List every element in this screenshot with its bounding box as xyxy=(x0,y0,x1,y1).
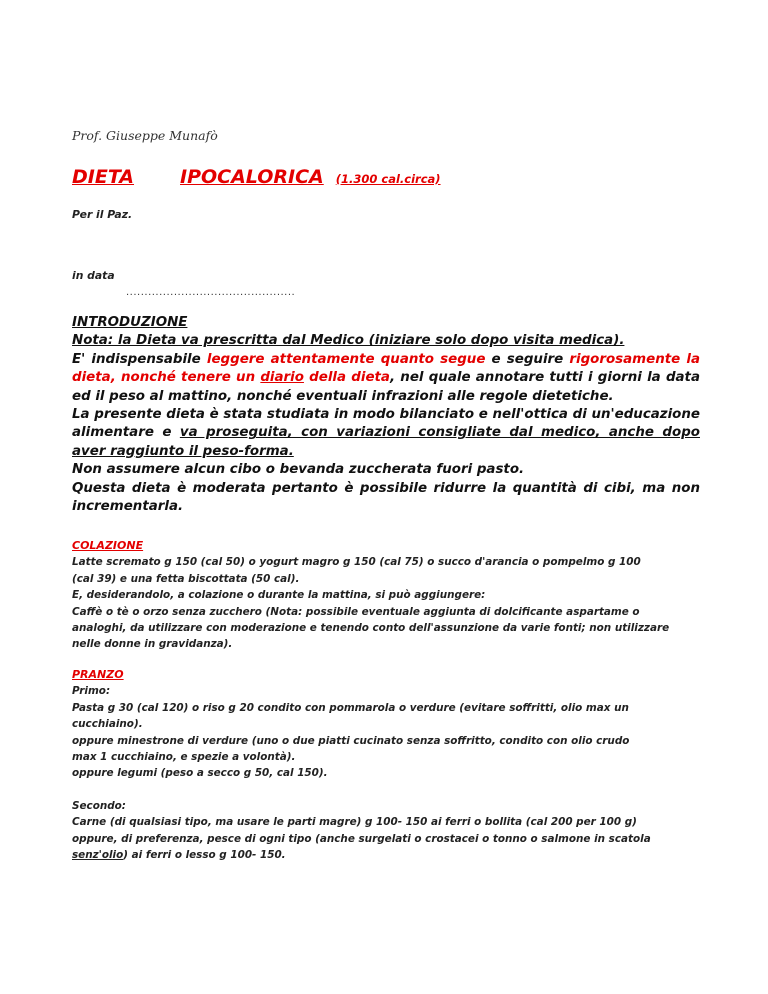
title-word-ipocalorica: IPOCALORICA xyxy=(180,166,324,188)
colazione-line: Latte scremato g 150 (cal 50) o yogurt magro g 150 (cal 75) o succo d'arancia o pompelmo g 100 xyxy=(72,556,641,569)
intro-paragraph-4: Questa dieta è moderata pertanto è possibile ridurre la quantità di cibi, ma non incrementarla. xyxy=(72,480,700,515)
pranzo-section xyxy=(72,667,700,863)
primo-label: Primo: xyxy=(72,685,111,698)
colazione-line: nelle donne in gravidanza). xyxy=(72,638,233,651)
intro-note: Nota: la Dieta va prescritta dal Medico (iniziare solo dopo visita medica). xyxy=(72,333,625,349)
author-name: Prof. Giuseppe Munafò xyxy=(72,128,218,143)
date-label: in data xyxy=(72,269,115,282)
intro-paragraph-1: E' indispensabile leggere attentamente quanto segue e seguire rigorosamente la dieta, nonché tenere un diario della dieta, nel quale annotare tutti i giorni la data ed il peso al mattino, nonché eventuali infrazioni alle regole dietetiche. xyxy=(72,351,700,404)
colazione-heading: COLAZIONE xyxy=(72,539,144,552)
pranzo-line: cucchiaino). xyxy=(72,718,143,731)
pranzo-line: senz'olio) ai ferri o lesso g 100- 150. xyxy=(72,849,286,862)
title-calories: (1.300 cal.circa) xyxy=(335,172,441,186)
pranzo-line: max 1 cucchiaino, e spezie a volontà). xyxy=(72,751,296,764)
intro-heading: INTRODUZIONE xyxy=(72,315,188,330)
introduction-section xyxy=(72,314,700,516)
colazione-line: (cal 39) e una fetta biscottata (50 cal). xyxy=(72,572,300,585)
colazione-line: E, desiderandolo, a colazione o durante la mattina, si può aggiungere: xyxy=(72,589,486,602)
diario-word: diario xyxy=(260,370,304,386)
intro-paragraph-3: Non assumere alcun cibo o bevanda zuccherata fuori pasto. xyxy=(72,462,525,478)
colazione-section xyxy=(72,538,700,653)
colazione-line: Caffè o tè o orzo senza zucchero (Nota: possibile eventuale aggiunta di dolcificante aspartame o xyxy=(72,605,640,618)
secondo-label: Secondo: xyxy=(72,799,126,812)
title-word-dieta: DIETA xyxy=(72,166,135,188)
intro-paragraph-2: La presente dieta è stata studiata in modo bilanciato e nell'ottica di un'educazione alimentare e va proseguita, con variazioni consigliate dal medico, anche dopo aver raggiunto il peso-forma. xyxy=(72,407,700,459)
pranzo-line: oppure minestrone di verdure (uno o due piatti cucinato senza soffritto, condito con olio crudo xyxy=(72,734,630,747)
pranzo-line: Carne (di qualsiasi tipo, ma usare le parti magre) g 100- 150 ai ferri o bollita (cal 200 per 100 g) xyxy=(72,816,637,829)
pranzo-line: Pasta g 30 (cal 120) o riso g 20 condito con pommarola o verdure (evitare soffritti, olio max un xyxy=(72,701,629,714)
pranzo-line: oppure, di preferenza, pesce di ogni tipo (anche surgelati o crostacei o tonno o salmone in scatola xyxy=(72,832,651,845)
diet-title xyxy=(72,166,700,188)
pranzo-heading: PRANZO xyxy=(72,668,124,681)
date-dotted-line: .............................................. xyxy=(126,287,296,298)
colazione-line: analoghi, da utilizzare con moderazione e tenendo conto dell'assunzione da varie fonti; non utilizzare xyxy=(72,622,670,635)
patient-label: Per il Paz. xyxy=(72,208,133,221)
pranzo-line: oppure legumi (peso a secco g 50, cal 150). xyxy=(72,767,328,780)
